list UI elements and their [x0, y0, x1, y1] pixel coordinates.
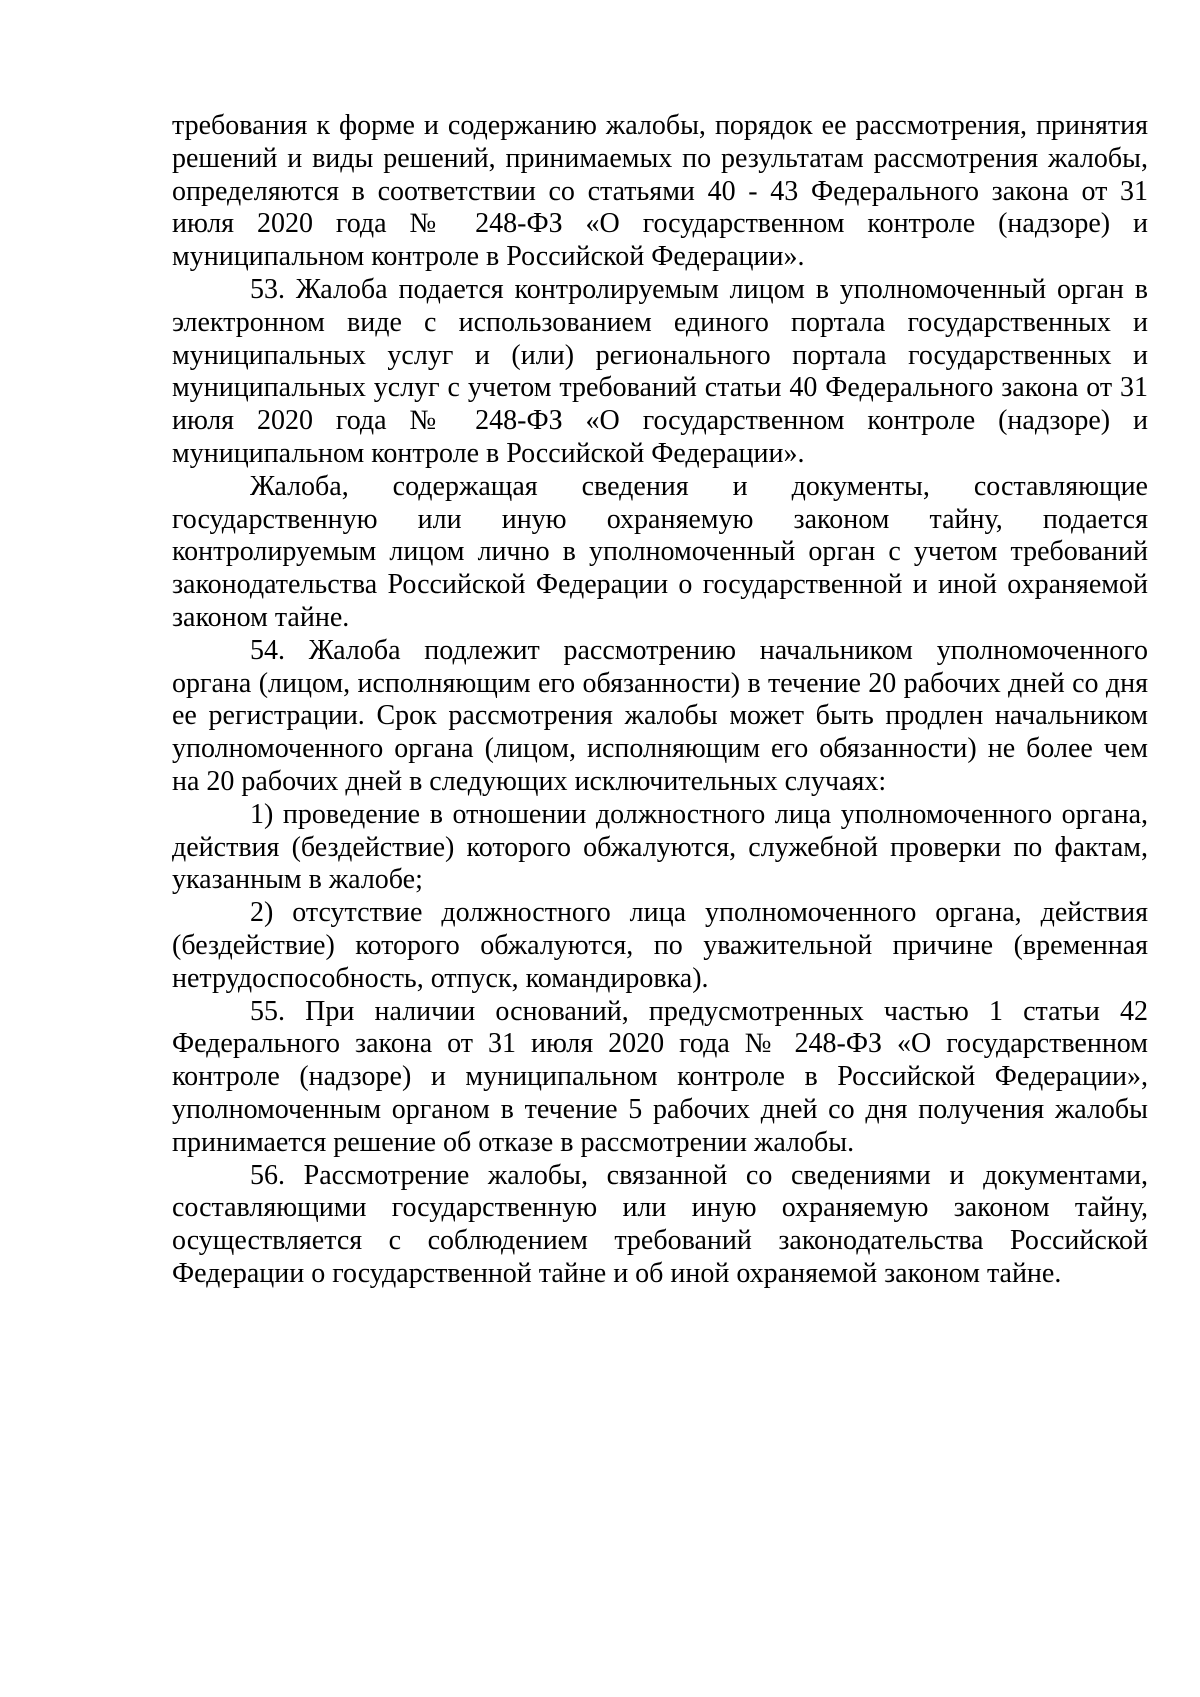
paragraph-54: 54. Жалоба подлежит рассмотрению начальником уполномоченного органа (лицом, исполняющим его обязанности) в течение 20 рабочих дней со дня ее регистрации. Срок рассмотрения жалобы может быть продлен начальником уполномоченного органа (лицом, исполняющим его обязанности) не более чем на 20 рабочих дней в следующих исключительных случаях: [172, 634, 1148, 797]
paragraph-54-item-1: 1) проведение в отношении должностного лица уполномоченного органа, действия (бездействие) которого обжалуются, служебной проверки по фактам, указанным в жалобе; [172, 798, 1148, 896]
paragraph-53: 53. Жалоба подается контролируемым лицом в уполномоченный орган в электронном виде с использованием единого портала государственных и муниципальных услуг и (или) регионального портала государственных и муниципальных услуг с учетом требований статьи 40 Федерального закона от 31 июля 2020 года № 248-ФЗ «О государственном контроле (надзоре) и муниципальном контроле в Российской Федерации». [172, 273, 1148, 469]
paragraph-56: 56. Рассмотрение жалобы, связанной со сведениями и документами, составляющими государственную или иную охраняемую законом тайну, осуществляется с соблюдением требований законодательства Российской Федерации о государственной тайне и об иной охраняемой законом тайне. [172, 1159, 1148, 1289]
document-page [172, 110, 1148, 1291]
paragraph-54-item-2: 2) отсутствие должностного лица уполномоченного органа, действия (бездействие) которого обжалуются, по уважительной причине (временная нетрудоспособность, отпуск, командировка). [172, 897, 1148, 994]
paragraph-complaint-requirements: требования к форме и содержанию жалобы, порядок ее рассмотрения, принятия решений и виды решений, принимаемых по результатам рассмотрения жалобы, определяются в соответствии со статьями 40 - 43 Федерального закона от 31 июля 2020 года № 248-ФЗ «О государственном контроле (надзоре) и муниципальном контроле в Российской Федерации». [172, 110, 1148, 273]
paragraph-55: 55. При наличии оснований, предусмотренных частью 1 статьи 42 Федерального закона от 31 июля 2020 года № 248-ФЗ «О государственном контроле (надзоре) и муниципальном контроле в Российской Федерации», уполномоченным органом в течение 5 рабочих дней со дня получения жалобы принимается решение об отказе в рассмотрении жалобы. [172, 995, 1148, 1158]
paragraph-secret-complaint: Жалоба, содержащая сведения и документы, составляющие государственную или иную охраняемую законом тайну, подается контролируемым лицом лично в уполномоченный орган с учетом требований законодательства Российской Федерации о государственной и иной охраняемой законом тайне. [172, 470, 1148, 633]
